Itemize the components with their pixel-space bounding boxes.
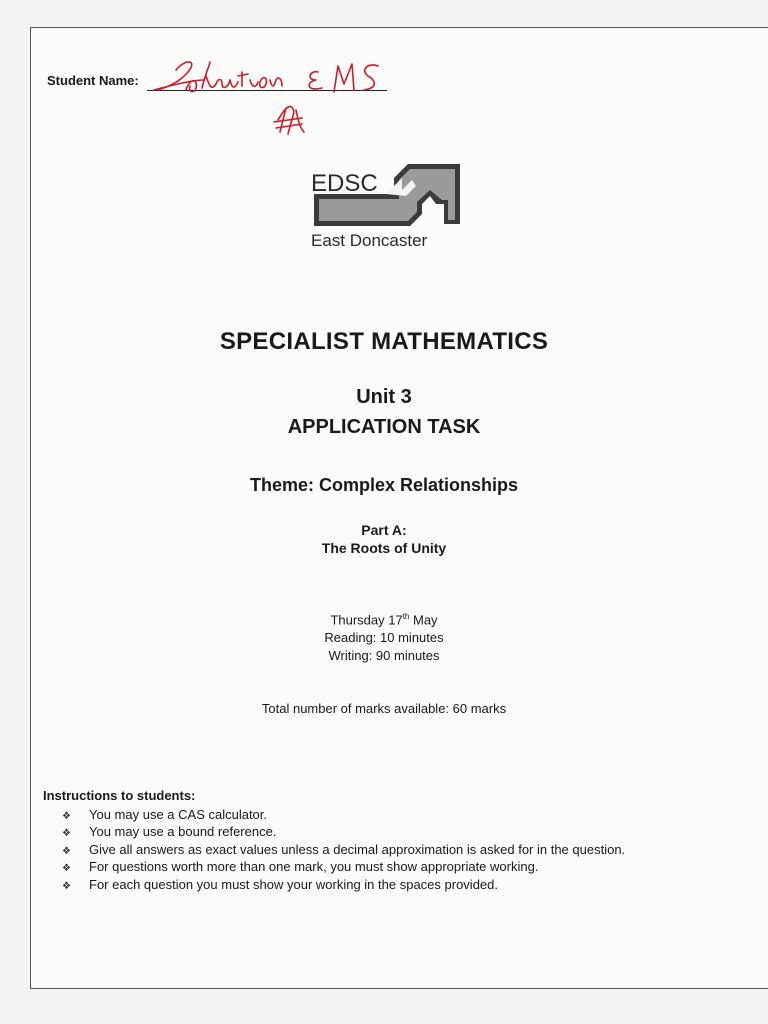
diamond-bullet-icon: ❖ — [62, 880, 71, 892]
list-item: ❖ For each question you must show your working in the spaces provided. — [62, 876, 625, 893]
diamond-bullet-icon: ❖ — [62, 811, 71, 822]
unit-heading: Unit 3 — [356, 386, 412, 408]
instructions-list — [62, 806, 625, 893]
list-item: ❖ For questions worth more than one mark, you must show appropriate working. — [62, 858, 625, 875]
diamond-bullet-icon: ❖ — [62, 828, 71, 840]
list-item: ❖ Give all answers as exact values unless a decimal approximation is asked for in the question. — [62, 841, 625, 858]
reading-time: Reading: 10 minutes — [324, 630, 444, 645]
list-item: ❖ You may use a CAS calculator. — [62, 806, 625, 823]
instructions-title: Instructions to students: — [43, 788, 196, 803]
exam-date: Thursday 17th May — [330, 612, 438, 628]
handwritten-signature — [146, 50, 406, 145]
task-heading: APPLICATION TASK — [287, 416, 481, 438]
diamond-bullet-icon: ❖ — [62, 863, 71, 875]
theme-heading: Theme: Complex Relationships — [249, 475, 519, 495]
school-logo — [306, 160, 466, 252]
subject-title: SPECIALIST MATHEMATICS — [219, 328, 549, 355]
total-marks: Total number of marks available: 60 marks — [261, 701, 507, 716]
logo-abbrev: EDSC — [311, 170, 378, 197]
writing-time: Writing: 90 minutes — [328, 648, 440, 663]
logo-school-name: East Doncaster — [311, 231, 428, 250]
list-item: ❖ You may use a bound reference. — [62, 823, 625, 840]
diamond-bullet-icon: ❖ — [62, 845, 71, 857]
part-label: Part A: — [361, 522, 407, 538]
student-name-label: Student Name: — [47, 73, 139, 88]
part-title: The Roots of Unity — [321, 540, 447, 556]
